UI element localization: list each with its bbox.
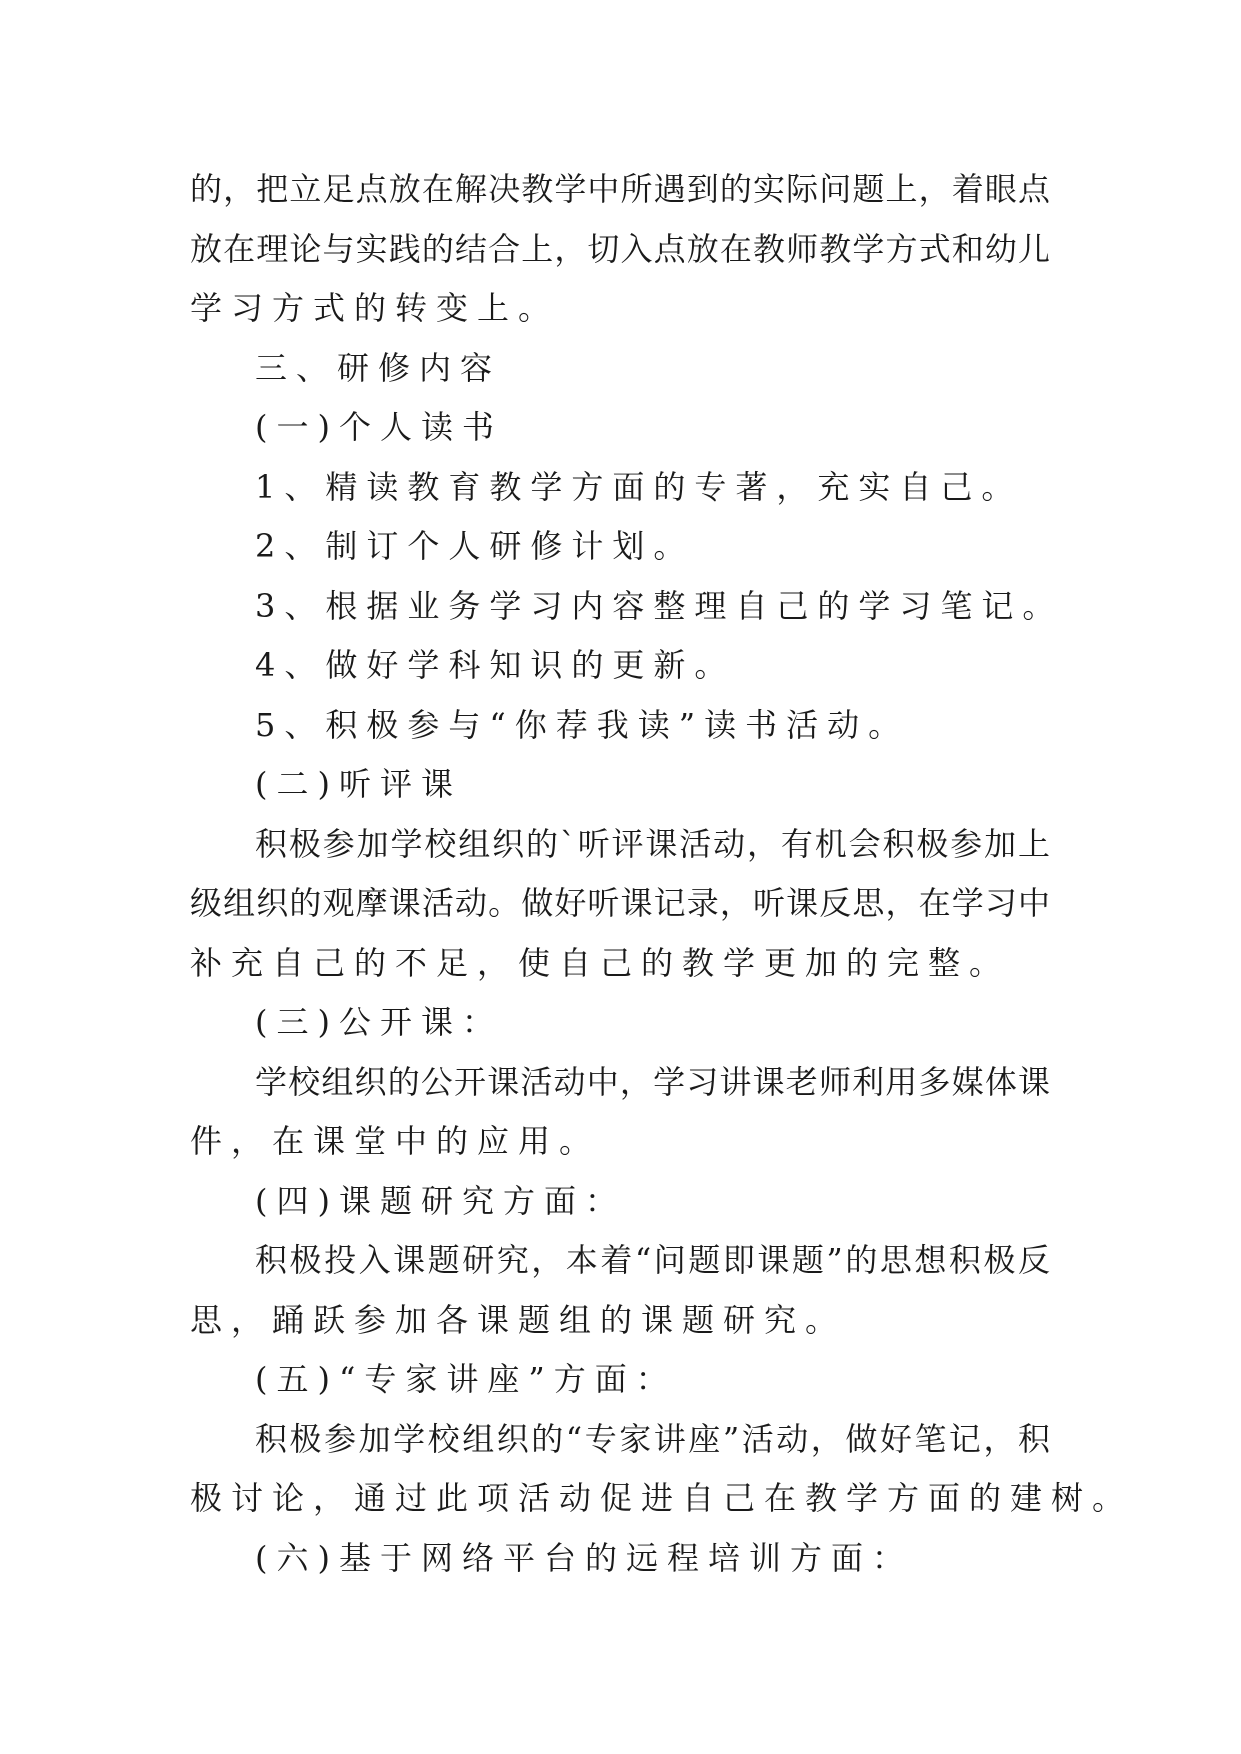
subsection-heading: (三)公开课： <box>255 1003 503 1041</box>
list-item: 3、根据业务学习内容整理自己的学习笔记。 <box>255 586 1064 625</box>
paragraph-line: 学校组织的公开课活动中，学习讲课老师利用多媒体课 <box>255 1062 1050 1101</box>
section-heading: 三、研修内容 <box>255 348 502 387</box>
list-item: 4、做好学科知识的更新。 <box>255 646 736 684</box>
list-item: 1、精读教育教学方面的专著，充实自己。 <box>255 467 1023 506</box>
paragraph-line: 极讨论，通过此项活动促进自己在教学方面的建树。 <box>190 1479 1134 1517</box>
subsection-heading: (五)“专家讲座”方面： <box>255 1360 677 1398</box>
subsection-heading: (二)听评课 <box>255 765 462 803</box>
subsection-heading: (六)基于网络平台的远程培训方面： <box>255 1538 913 1577</box>
paragraph-line: 放在理论与实践的结合上，切入点放在教师教学方式和幼儿 <box>190 229 1050 268</box>
subsection-heading: (一)个人读书 <box>255 408 503 446</box>
list-item: 5、积极参与“你荐我读”读书活动。 <box>255 705 910 744</box>
paragraph-line: 件，在课堂中的应用。 <box>190 1122 601 1160</box>
paragraph-line: 积极参加学校组织的“专家讲座”活动，做好笔记，积 <box>255 1419 1050 1458</box>
paragraph-line: 学习方式的转变上。 <box>190 289 560 327</box>
document-body <box>190 160 1134 1588</box>
list-item: 2、制订个人研修计划。 <box>255 527 695 565</box>
subsection-heading: (四)课题研究方面： <box>255 1181 626 1220</box>
paragraph-line: 思，踊跃参加各课题组的课题研究。 <box>190 1300 847 1339</box>
paragraph-line: 补充自己的不足，使自己的教学更加的完整。 <box>190 943 1011 982</box>
paragraph-line: 积极参加学校组织的`听评课活动，有机会积极参加上 <box>255 824 1050 863</box>
paragraph-line: 积极投入课题研究，本着“问题即课题”的思想积极反 <box>255 1241 1050 1279</box>
paragraph-line: 级组织的观摩课活动。做好听课记录，听课反思，在学习中 <box>190 884 1050 922</box>
paragraph-line: 的，把立足点放在解决教学中所遇到的实际问题上，着眼点 <box>190 170 1050 208</box>
